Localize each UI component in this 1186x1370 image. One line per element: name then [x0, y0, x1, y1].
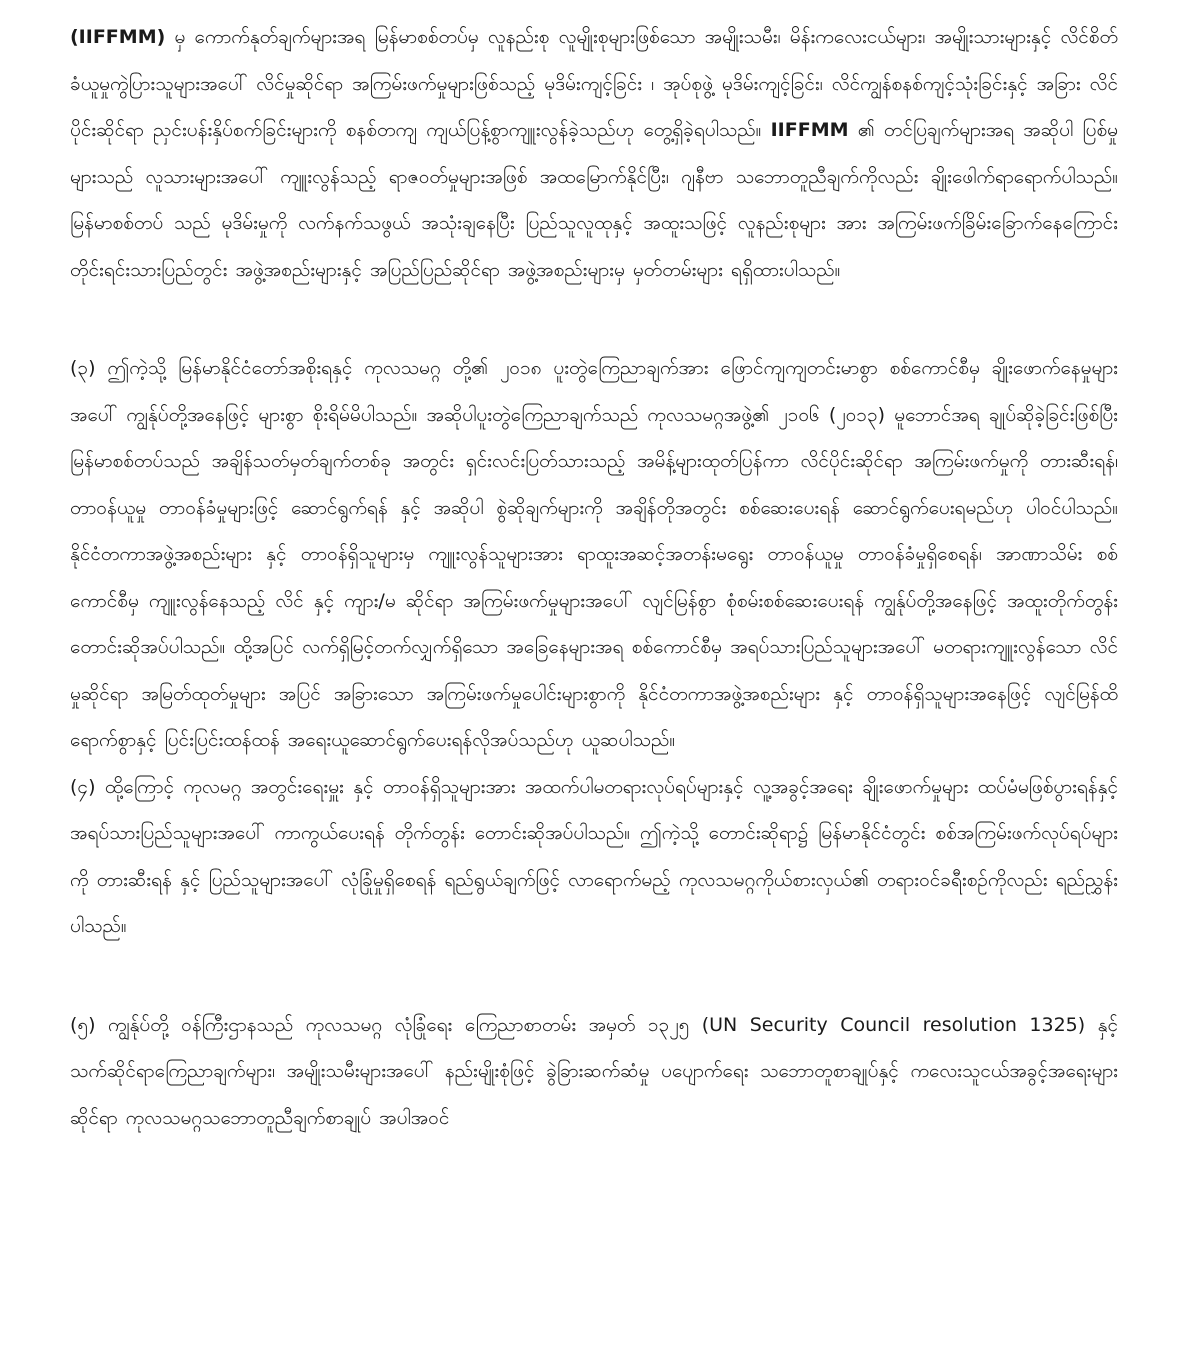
paragraph-text: မှ ကောက်နုတ်ချက်များအရ မြန်မာစစ်တပ်မှ လူနည်းစု လူမျိုးစုများဖြစ်သော အမျိုးသမီး၊ မိန်းကလေးငယ်များ၊ အမျိုးသားများနှင့် လိင်စိတ်ခံယူမှုကွဲပြားသူများအပေါ် လိင်မှုဆိုင်ရာ အကြမ်းဖက်မှုများဖြစ်သည့် မုဒိမ်းကျင့်ခြင်း ၊ အုပ်စုဖွဲ့ မုဒိမ်းကျင့်ခြင်း၊ လိင်ကျွန်စနစ်ကျင့်သုံးခြင်းနှင့် အခြား လိင်ပိုင်းဆိုင်ရာ ညှင်းပန်းနှိပ်စက်ခြင်းများကို စနစ်တကျ ကျယ်ပြန့်စွာကျူးလွန်ခဲ့သည်ဟု တွေ့ရှိခဲ့ရပါသည်။: [70, 26, 1118, 141]
document-page: [70, 14, 1118, 1364]
iiffmm-acronym: (IIFFMM): [70, 26, 166, 48]
paragraph-gap: [70, 950, 1118, 1002]
paragraph-3: (၃) ဤကဲ့သို့ မြန်မာနိုင်ငံတော်အစိုးရနှင့် ကုလသမဂ္ဂ တို့၏ ၂၀၁၈ ပူးတွဲကြေညာချက်အား ဖြောင်ကျကျတင်းမာစွာ စစ်ကောင်စီမှ ချိုးဖောက်နေမှုများအပေါ် ကျွန်ုပ်တို့အနေဖြင့် များစွာ စိုးရိမ်မိပါသည်။ အဆိုပါပူးတွဲကြေညာချက်သည် ကုလသမဂ္ဂအဖွဲ့၏ ၂၁၀၆ (၂၀၁၃) မူဘောင်အရ ချုပ်ဆိုခဲ့ခြင်းဖြစ်ပြီး မြန်မာစစ်တပ်သည် အချိန်သတ်မှတ်ချက်တစ်ခု အတွင်း ရှင်းလင်းပြတ်သားသည့် အမိန့်များထုတ်ပြန်ကာ လိင်ပိုင်းဆိုင်ရာ အကြမ်းဖက်မှုကို တားဆီးရန်၊ တာဝန်ယူမှု တာဝန်ခံမှုများဖြင့် ဆောင်ရွက်ရန် နှင့် အဆိုပါ စွဲဆိုချက်များကို အချိန်တိုအတွင်း စစ်ဆေးပေးရန် ဆောင်ရွက်ပေးရမည်ဟု ပါဝင်ပါသည်။ နိုင်ငံတကာအဖွဲ့အစည်းများ နှင့် တာဝန်ရှိသူများမှ ကျူးလွန်သူများအား ရာထူးအဆင့်အတန်းမရွေး တာဝန်ယူမှု တာဝန်ခံမှုရှိစေရန်၊ အာဏာသိမ်း စစ်ကောင်စီမှ ကျူးလွန်နေသည့် လိင် နှင့် ကျား/မ ဆိုင်ရာ အကြမ်းဖက်မှုများအပေါ် လျင်မြန်စွာ စုံစမ်းစစ်ဆေးပေးရန် ကျွန်ုပ်တို့အနေဖြင့် အထူးတိုက်တွန်းတောင်းဆိုအပ်ပါသည်။ ထို့အပြင် လက်ရှိမြင့်တက်လျှက်ရှိသော အခြေနေများအရ စစ်ကောင်စီမှ အရပ်သားပြည်သူများအပေါ် မတရားကျူးလွန်သော လိင်မှုဆိုင်ရာ အမြတ်ထုတ်မှုများ အပြင် အခြားသော အကြမ်းဖက်မှုပေါင်းများစွာကို နိုင်ငံတကာအဖွဲ့အစည်းများ နှင့် တာဝန်ရှိသူများအနေဖြင့် လျင်မြန်ထိရောက်စွာနှင့် ပြင်းပြင်းထန်ထန် အရေးယူဆောင်ရွက်ပေးရန်လိုအပ်သည်ဟု ယူဆပါသည်။: [70, 357, 1118, 751]
iiffmm-acronym: IIFFMM: [770, 119, 849, 141]
paragraph-4: (၄) ထို့ကြောင့် ကုလမဂ္ဂ အတွင်းရေးမှူး နှင့် တာဝန်ရှိသူများအား အထက်ပါမတရားလုပ်ရပ်များနှင့် လူ့အခွင့်အရေး ချိုးဖောက်မှုများ ထပ်မံမဖြစ်ပွားရန်နှင့် အရပ်သားပြည်သူများအပေါ် ကာကွယ်ပေးရန် တိုက်တွန်း တောင်းဆိုအပ်ပါသည်။ ဤကဲ့သို့ တောင်းဆိုရာ၌ မြန်မာနိုင်ငံတွင်း စစ်အကြမ်းဖက်လုပ်ရပ်များကို တားဆီးရန် နှင့် ပြည်သူများအပေါ် လုံခြုံမှုရှိစေရန် ရည်ရွယ်ချက်ဖြင့် လာရောက်မည့် ကုလသမဂ္ဂကိုယ်စားလှယ်၏ တရားဝင်ခရီးစဉ်ကိုလည်း ရည်ညွှန်းပါသည်။: [70, 775, 1118, 937]
paragraph-iiffmm-findings: [70, 14, 1118, 293]
paragraph-gap: [70, 293, 1118, 345]
paragraph-text: ၏ တင်ပြချက်များအရ အဆိုပါ ပြစ်မှုများသည် လူသားများအပေါ် ကျူးလွန်သည့် ရာဇဝတ်မှုများအဖြစ် အထမြောက်နိုင်ပြီး၊ ဂျနီဗာ သဘောတူညီချက်ကိုလည်း ချိုးဖေါက်ရာရောက်ပါသည်။ မြန်မာစစ်တပ် သည် မုဒိမ်းမှုကို လက်နက်သဖွယ် အသုံးချနေပြီး ပြည်သူလူထုနှင့် အထူးသဖြင့် လူနည်းစုများ အား အကြမ်းဖက်ခြိမ်းခြောက်နေကြောင်း တိုင်းရင်းသားပြည်တွင်း အဖွဲ့အစည်းများနှင့် အပြည်ပြည်ဆိုင်ရာ အဖွဲ့အစည်းများမှ မှတ်တမ်းများ ရရှိထားပါသည်။: [70, 119, 1118, 281]
paragraph-5: (၅) ကျွန်ုပ်တို့ ဝန်ကြီးဌာနသည် ကုလသမဂ္ဂ လုံခြုံရေး ကြေညာစာတမ်း အမှတ် ၁၃၂၅ (UN Security Council resolution 1325) နှင့် သက်ဆိုင်ရာကြေညာချက်များ၊ အမျိုးသမီးများအပေါ် နည်းမျိုးစုံဖြင့် ခွဲခြားဆက်ဆံမှု ပပျောက်ရေး သဘောတူစာချုပ်နှင့် ကလေးသူငယ်အခွင့်အရေးများဆိုင်ရာ ကုလသမဂ္ဂသဘောတူညီချက်စာချုပ် အပါအဝင်: [70, 1013, 1118, 1129]
